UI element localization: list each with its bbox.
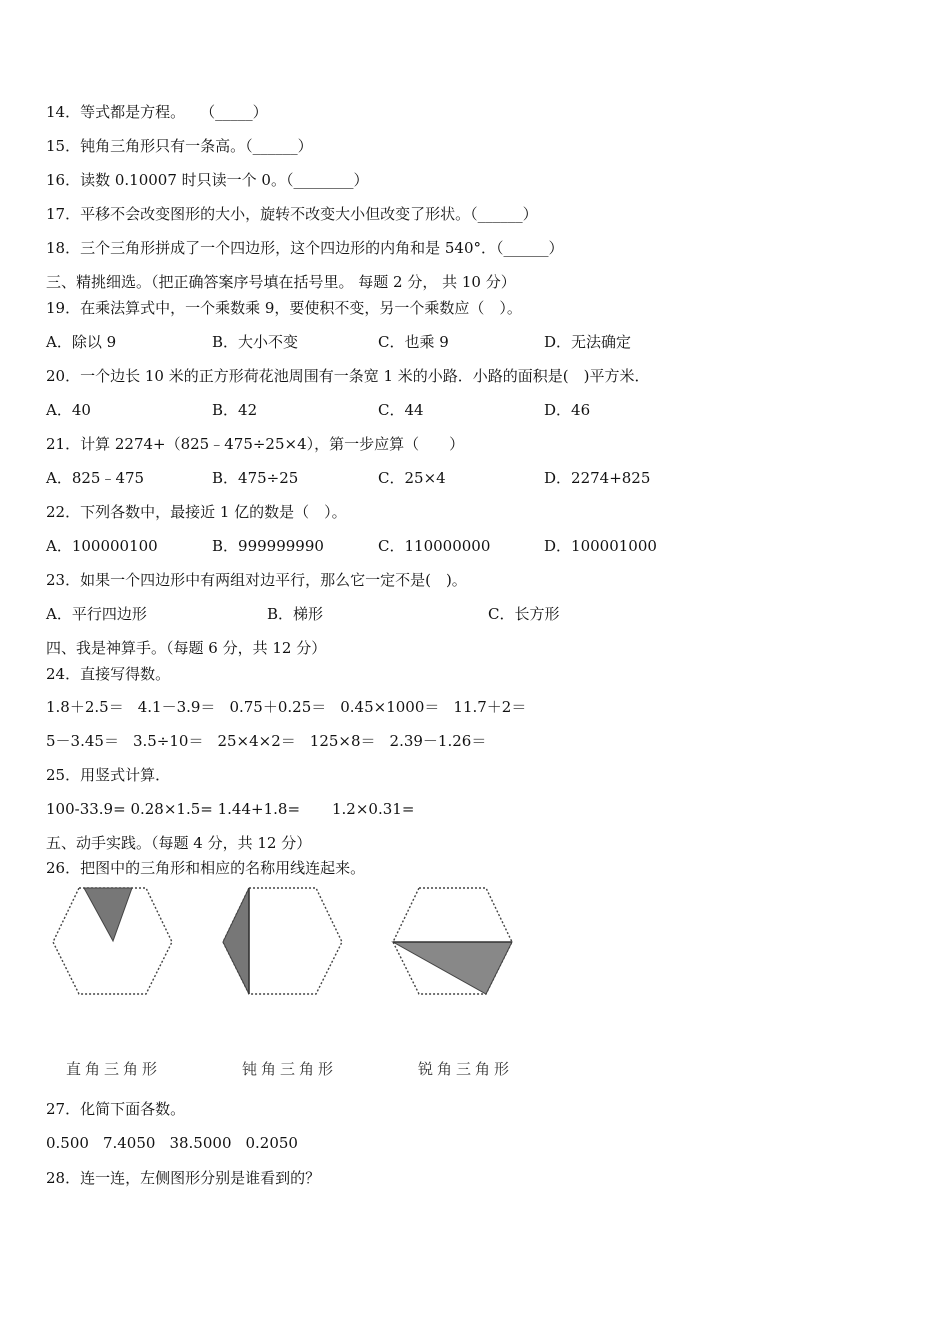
question-27-stem: 27．化简下面各数。 xyxy=(46,1100,186,1118)
calc-item: 2.39－1.26＝ xyxy=(389,732,487,750)
calc-item: 0.28×1.5= xyxy=(130,800,213,818)
option-b: B．475÷25 xyxy=(212,469,299,487)
section-4-heading: 四、我是神算手。（每题 6 分，共 12 分） xyxy=(46,639,327,657)
label-obtuse-triangle: 钝角三角形 xyxy=(242,1060,338,1078)
calc-item: 25×4×2＝ xyxy=(217,732,296,750)
option-a: A．平行四边形 xyxy=(46,605,147,623)
question-24-row-2 xyxy=(46,731,500,751)
question-25-items xyxy=(46,799,300,819)
option-c: C．长方形 xyxy=(488,605,560,623)
number-item: 0.500 xyxy=(46,1134,89,1152)
section-3-heading: 三、精挑细选。（把正确答案序号填在括号里。 每题 2 分， 共 10 分） xyxy=(46,273,516,291)
question-25-stem: 25．用竖式计算． xyxy=(46,766,171,784)
option-a: A．100000100 xyxy=(46,537,158,555)
calc-item: 0.75＋0.25＝ xyxy=(229,698,327,716)
option-b: B．42 xyxy=(212,401,258,419)
option-b: B．梯形 xyxy=(267,605,324,623)
question-22-stem: 22．下列各数中，最接近 1 亿的数是（ ）。 xyxy=(46,503,347,521)
option-c: C．也乘 9 xyxy=(378,333,449,351)
hexagon-figure-acute-triangle xyxy=(390,886,515,998)
option-b: B．大小不变 xyxy=(212,333,299,351)
calc-item: 3.5÷10＝ xyxy=(132,732,204,750)
option-d: D．100001000 xyxy=(544,537,657,555)
option-d: D．无法确定 xyxy=(544,333,632,351)
option-d: D．2274+825 xyxy=(544,469,651,487)
question-24-row-1 xyxy=(46,697,540,717)
option-c: C．110000000 xyxy=(378,537,491,555)
label-acute-triangle: 锐角三角形 xyxy=(418,1060,514,1078)
question-14: 14．等式都是方程。 （_____） xyxy=(46,103,268,121)
option-c: C．25×4 xyxy=(378,469,446,487)
question-18: 18．三个三角形拼成了一个四边形，这个四边形的内角和是 540°．（______） xyxy=(46,239,564,257)
question-26-stem: 26．把图中的三角形和相应的名称用线连起来。 xyxy=(46,859,366,877)
calc-item: 5－3.45＝ xyxy=(46,732,119,750)
question-27-numbers xyxy=(46,1133,312,1153)
number-item: 38.5000 xyxy=(169,1134,232,1152)
question-16: 16．读数 0.10007 时只读一个 0。（________） xyxy=(46,171,369,189)
option-b: B．999999990 xyxy=(212,537,324,555)
calc-item: 0.45×1000＝ xyxy=(340,698,440,716)
hexagon-figure-right-triangle xyxy=(50,886,175,998)
hexagon-figure-obtuse-triangle xyxy=(220,886,345,998)
question-24-stem: 24．直接写得数。 xyxy=(46,665,171,683)
calc-item: 4.1－3.9＝ xyxy=(137,698,216,716)
question-23-stem: 23．如果一个四边形中有两组对边平行，那么它一定不是( )。 xyxy=(46,571,467,589)
option-c: C．44 xyxy=(378,401,424,419)
option-a: A．40 xyxy=(46,401,91,419)
label-right-triangle: 直角三角形 xyxy=(66,1060,162,1078)
calc-item: 125×8＝ xyxy=(309,732,376,750)
calc-item: 100-33.9= xyxy=(46,800,126,818)
option-d: D．46 xyxy=(544,401,591,419)
calc-item: 1.44+1.8= xyxy=(217,800,301,818)
calc-item: 1.2×0.31= xyxy=(332,800,415,818)
question-19-stem: 19．在乘法算式中，一个乘数乘 9，要使积不变，另一个乘数应（ ）。 xyxy=(46,299,522,317)
option-a: A．825﹣475 xyxy=(46,469,145,487)
question-21-stem: 21．计算 2274+（825﹣475÷25×4），第一步应算（ ） xyxy=(46,435,465,453)
calc-item: 1.8＋2.5＝ xyxy=(46,698,124,716)
number-item: 7.4050 xyxy=(102,1134,156,1152)
calc-item: 11.7＋2＝ xyxy=(453,698,527,716)
question-20-stem: 20．一个边长 10 米的正方形荷花池周围有一条宽 1 米的小路．小路的面积是( )平方米． xyxy=(46,367,650,385)
option-a: A．除以 9 xyxy=(46,333,117,351)
question-17: 17．平移不会改变图形的大小，旋转不改变大小但改变了形状。（______） xyxy=(46,205,538,223)
question-15: 15．钝角三角形只有一条高。（______） xyxy=(46,137,313,155)
number-item: 0.2050 xyxy=(245,1134,298,1152)
section-5-heading: 五、动手实践。（每题 4 分，共 12 分） xyxy=(46,834,312,852)
question-28-stem: 28．连一连，左侧图形分别是谁看到的？ xyxy=(46,1169,321,1187)
